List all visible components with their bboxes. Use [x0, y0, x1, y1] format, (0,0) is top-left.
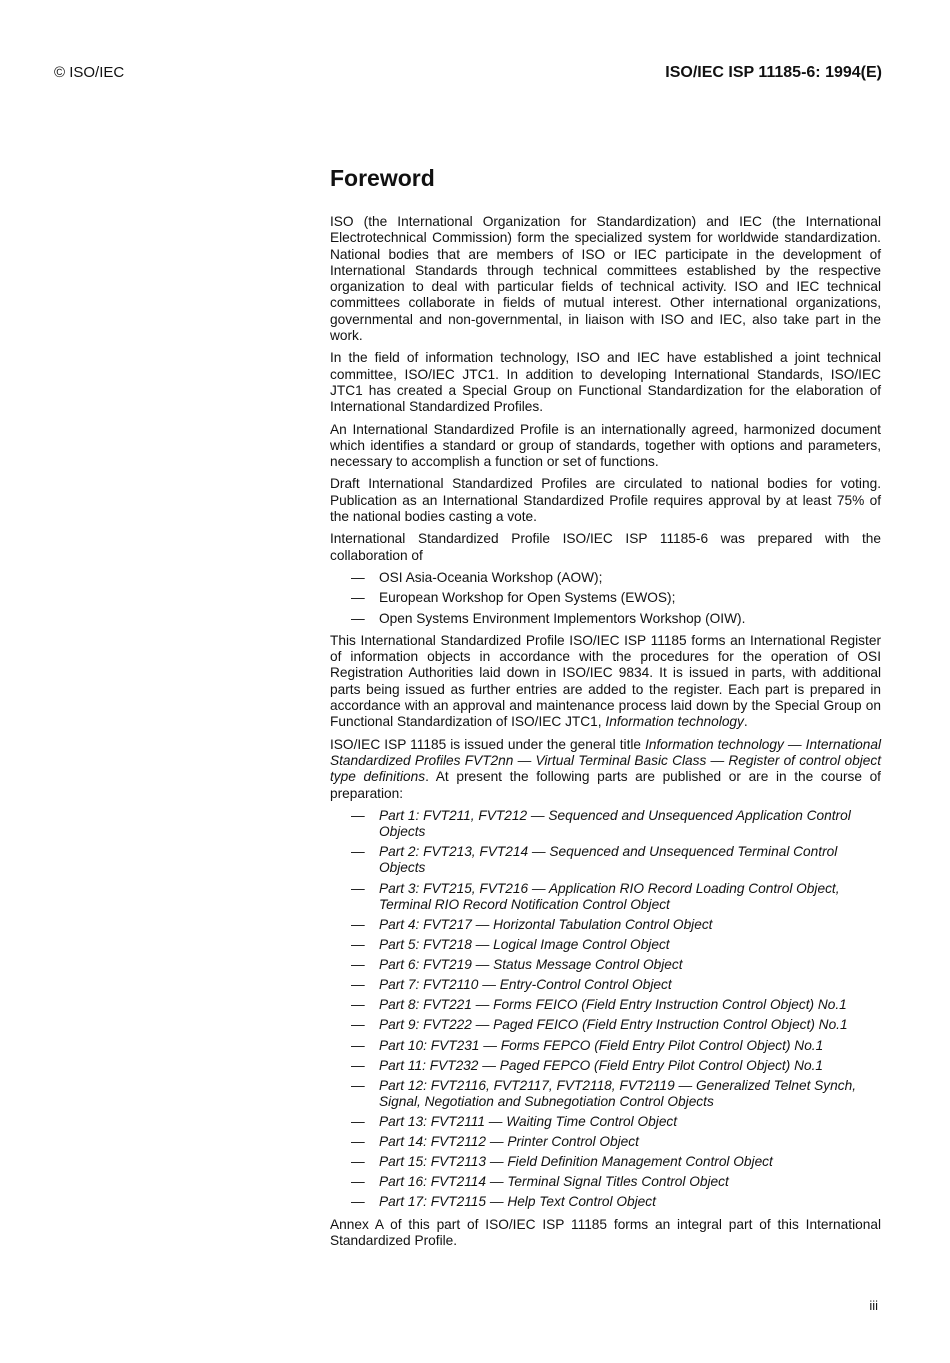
- paragraph-isp-definition: An International Standardized Profile is an internationally agreed, harmonized document which identifies a standard or group of standards, together with options and parameters, necessary to accomplish a function or set of functions.: [330, 421, 881, 470]
- dash-bullet: —: [351, 1037, 365, 1053]
- paragraph-collaboration: International Standardized Profile ISO/IEC ISP 11185-6 was prepared with the collaboration of: [330, 531, 881, 563]
- dash-bullet: —: [351, 977, 365, 993]
- dash-bullet: —: [351, 957, 365, 973]
- dash-bullet: —: [351, 610, 365, 626]
- dash-bullet: —: [351, 1114, 365, 1130]
- parts-list: [330, 808, 881, 1211]
- dash-bullet: —: [351, 1077, 365, 1093]
- dash-bullet: —: [351, 807, 365, 823]
- dash-bullet: —: [351, 590, 365, 606]
- list-item: — Part 14: FVT2112 — Printer Control Object: [351, 1134, 639, 1150]
- list-item: — OSI Asia-Oceania Workshop (AOW);: [351, 569, 603, 585]
- list-item: — Part 5: FVT218 — Logical Image Control Object: [351, 937, 670, 953]
- paragraph-general-title: ISO/IEC ISP 11185 is issued under the general title Information technology — International Standardized Profiles FVT2nn — Virtual Terminal Basic Class — Register of control object type definitions. At present the following parts are published or are in the course of preparation:: [330, 736, 881, 801]
- list-item: — Part 7: FVT2110 — Entry-Control Control Object: [351, 977, 672, 993]
- dash-bullet: —: [351, 997, 365, 1013]
- list-item: — Part 1: FVT211, FVT212 — Sequenced and Unsequenced Application Control Objects: [351, 807, 851, 840]
- list-item: — Part 8: FVT221 — Forms FEICO (Field Entry Instruction Control Object) No.1: [351, 997, 847, 1013]
- dash-bullet: —: [351, 844, 365, 860]
- list-item: — Part 17: FVT2115 — Help Text Control Object: [351, 1194, 656, 1210]
- header-document-id: ISO/IEC ISP 11185-6: 1994(E): [665, 64, 882, 81]
- list-item: — Part 16: FVT2114 — Terminal Signal Titles Control Object: [351, 1174, 729, 1190]
- list-item: — Part 11: FVT232 — Paged FEPCO (Field Entry Pilot Control Object) No.1: [351, 1057, 824, 1073]
- list-item: — Part 6: FVT219 — Status Message Control Object: [351, 957, 683, 973]
- list-item: — Part 4: FVT217 — Horizontal Tabulation Control Object: [351, 916, 713, 932]
- list-item: — Part 10: FVT231 — Forms FEPCO (Field Entry Pilot Control Object) No.1: [351, 1037, 824, 1053]
- list-item: — Open Systems Environment Implementors Workshop (OIW).: [351, 610, 746, 626]
- dash-bullet: —: [351, 1154, 365, 1170]
- dash-bullet: —: [351, 880, 365, 896]
- list-item: — European Workshop for Open Systems (EWOS);: [351, 590, 676, 606]
- page-number: iii: [869, 1298, 878, 1313]
- dash-bullet: —: [351, 1174, 365, 1190]
- dash-bullet: —: [351, 1134, 365, 1150]
- paragraph-draft-voting: Draft International Standardized Profiles are circulated to national bodies for voting. Publication as an International Standardized Profile requires approval by at least 75% of the national bodies casting a vote.: [330, 476, 881, 525]
- list-item: — Part 3: FVT215, FVT216 — Application RIO Record Loading Control Object, Terminal RIO Record Notification Control Object: [351, 880, 840, 912]
- list-item: — Part 12: FVT2116, FVT2117, FVT2118, FVT2119 — Generalized Telnet Synch, Signal, Negotiation and Subnegotiation Control Objects: [351, 1077, 857, 1110]
- workshop-list: [330, 570, 881, 627]
- dash-bullet: —: [351, 569, 365, 585]
- page-title: Foreword: [330, 165, 435, 191]
- list-item: — Part 2: FVT213, FVT214 — Sequenced and Unsequenced Terminal Control Objects: [351, 844, 838, 876]
- dash-bullet: —: [351, 916, 365, 932]
- paragraph-register: This International Standardized Profile ISO/IEC ISP 11185 forms an International Register of information objects in accordance with the procedures for the operation of OSI Registration Authorities laid down in ISO/IEC 9834. It is issued in parts, with additional parts being issued as further entries are added to the register. Each part is prepared in accordance with an approval and maintenance process laid down by the Special Group on Functional Standardization of ISO/IEC JTC1, Information technology.: [330, 632, 881, 730]
- header-copyright: © ISO/IEC: [54, 64, 125, 81]
- dash-bullet: —: [351, 937, 365, 953]
- list-item: — Part 9: FVT222 — Paged FEICO (Field Entry Instruction Control Object) No.1: [351, 1017, 848, 1033]
- paragraph-annex: Annex A of this part of ISO/IEC ISP 11185 forms an integral part of this International Standardized Profile.: [330, 1216, 881, 1249]
- dash-bullet: —: [351, 1017, 365, 1033]
- paragraph-jtc1: In the field of information technology, ISO and IEC have established a joint technical committee, ISO/IEC JTC1. In addition to developing International Standards, ISO/IEC JTC1 has created a Special Group on Functional Standardization for the elaboration of International Standardized Profiles.: [330, 350, 881, 415]
- paragraph-iso-iec: ISO (the International Organization for Standardization) and IEC (the International Electrotechnical Commission) form the specialized system for worldwide standardization. National bodies that are members of ISO or IEC participate in the development of International Standards through technical committees established by the respective organization to deal with particular fields of technical activity. ISO and IEC technical committees collaborate in fields of mutual interest. Other international organizations, governmental and non-governmental, in liaison with ISO and IEC, also take part in the work.: [330, 214, 881, 344]
- list-item: — Part 15: FVT2113 — Field Definition Management Control Object: [351, 1154, 773, 1170]
- list-item: — Part 13: FVT2111 — Waiting Time Control Object: [351, 1114, 678, 1130]
- dash-bullet: —: [351, 1194, 365, 1210]
- dash-bullet: —: [351, 1057, 365, 1073]
- foreword-body: [330, 214, 881, 1255]
